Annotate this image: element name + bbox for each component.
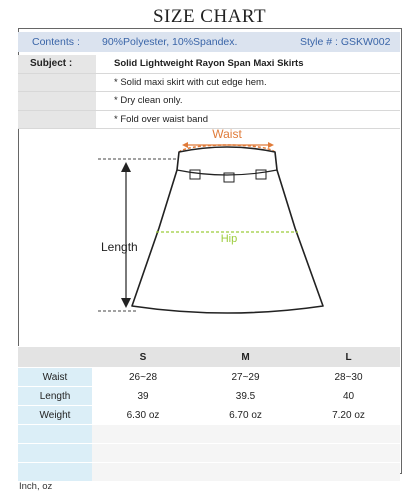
length-label: Length [101, 240, 138, 254]
waist-label: Waist [212, 127, 242, 141]
bullet-text: * Fold over waist band [114, 113, 208, 125]
subject-row [18, 55, 400, 74]
product-info [18, 55, 400, 129]
style-number: Style # : GSKW002 [300, 36, 391, 48]
units-note: Inch, oz [19, 481, 53, 492]
size-header-cell: S [92, 347, 194, 368]
table-cell: 40 [297, 387, 400, 406]
row-label-cell: Weight [18, 406, 92, 425]
empty-cell [92, 425, 194, 444]
table-cell: 39 [92, 387, 194, 406]
size-header-cell: M [194, 347, 297, 368]
page-title: SIZE CHART [152, 6, 267, 27]
table-cell: 26~28 [92, 368, 194, 387]
row-label-cell: Waist [18, 368, 92, 387]
contents-label: Contents : [32, 36, 80, 48]
subject-label-cell [18, 55, 96, 73]
empty-cell [194, 463, 297, 482]
size-header-cell [18, 347, 92, 368]
empty-cell [297, 444, 400, 463]
skirt-outline [132, 147, 323, 313]
empty-row [18, 444, 400, 463]
empty-cell [18, 444, 92, 463]
bullet-label-cell [18, 74, 96, 92]
bullet-text: * Solid maxi skirt with cut edge hem. [114, 76, 267, 88]
table-cell: 6.70 oz [194, 406, 297, 425]
size-header-cell: L [297, 347, 400, 368]
empty-row [18, 463, 400, 482]
bullet-label-cell [18, 92, 96, 110]
contents-row [18, 32, 400, 52]
table-row [18, 406, 400, 425]
empty-cell [297, 425, 400, 444]
empty-cell [194, 444, 297, 463]
table-cell: 27~29 [194, 368, 297, 387]
hip-label: Hip [220, 233, 238, 245]
table-cell: 39.5 [194, 387, 297, 406]
bullet-row [18, 74, 400, 93]
length-arrow-icon [121, 162, 131, 308]
bullet-text: * Dry clean only. [114, 95, 183, 106]
skirt-diagram [18, 126, 400, 340]
table-row [18, 387, 400, 406]
empty-cell [92, 444, 194, 463]
empty-cell [18, 425, 92, 444]
empty-cell [297, 463, 400, 482]
table-cell: 28~30 [297, 368, 400, 387]
contents-value: 90%Polyester, 10%Spandex. [102, 36, 238, 48]
table-cell: 6.30 oz [92, 406, 194, 425]
empty-row [18, 425, 400, 444]
size-table-wrap [18, 346, 400, 481]
table-row [18, 368, 400, 387]
empty-cell [18, 463, 92, 482]
subject-name: Solid Lightweight Rayon Span Maxi Skirts [114, 58, 304, 69]
bullet-row [18, 92, 400, 111]
empty-cell [92, 463, 194, 482]
row-label-cell: Length [18, 387, 92, 406]
size-table [18, 346, 400, 481]
empty-cell [194, 425, 297, 444]
table-cell: 7.20 oz [297, 406, 400, 425]
size-header-row [18, 347, 400, 368]
subject-label: Subject : [30, 58, 73, 69]
